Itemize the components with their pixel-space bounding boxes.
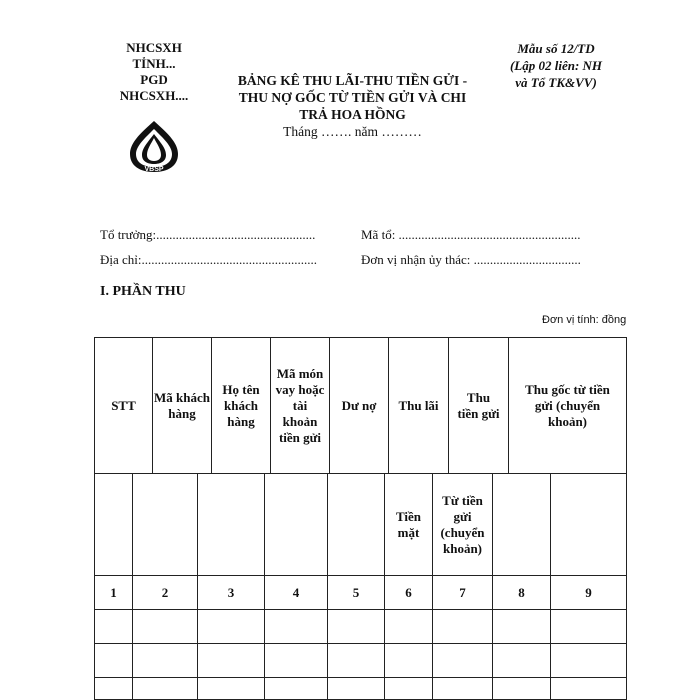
header-thu-lai: Thu lãi xyxy=(388,337,449,474)
org-line: NHCSXH.... xyxy=(119,88,189,103)
header-stt: STT xyxy=(94,337,153,474)
field-don-vi-nhan: Đơn vị nhận ủy thác: ................................. xyxy=(361,252,581,267)
org-line: PGD xyxy=(140,72,168,87)
subheader-empty xyxy=(132,473,198,576)
field-dia-chi: Địa chỉ:...................................................... xyxy=(100,252,318,267)
column-number: 1 xyxy=(94,575,133,610)
subheader-empty xyxy=(492,473,551,576)
subheader-empty xyxy=(550,473,627,576)
table-cell xyxy=(384,677,433,700)
table-cell xyxy=(492,609,551,644)
column-number: 2 xyxy=(132,575,198,610)
table-cell xyxy=(132,677,198,700)
table-cell xyxy=(492,677,551,700)
vbsp-logo xyxy=(126,118,182,174)
column-number: 7 xyxy=(432,575,493,610)
column-number: 3 xyxy=(197,575,265,610)
table-cell xyxy=(132,609,198,644)
subheader-tu-tien-gui: Từ tiền gửi (chuyển khoản) xyxy=(432,473,493,576)
subheader-empty xyxy=(197,473,265,576)
section-title: I. PHẦN THU xyxy=(100,284,186,299)
table-cell xyxy=(550,677,627,700)
table-cell xyxy=(94,609,133,644)
title-line: THU NỢ GỐC TỪ TIỀN GỬI VÀ CHI xyxy=(238,90,467,105)
table-cell xyxy=(384,643,433,678)
unit-note: Đơn vị tính: đồng xyxy=(542,314,627,326)
column-number: 4 xyxy=(264,575,328,610)
title-line: TRẢ HOA HỒNG xyxy=(299,107,406,122)
column-number: 6 xyxy=(384,575,433,610)
form-code-line: (Lập 02 liên: NH xyxy=(509,58,603,73)
table-cell xyxy=(132,643,198,678)
header-ho-ten: Họ tên khách hàng xyxy=(211,337,271,474)
header-ma-mon-vay: Mã món vay hoặc tài khoản tiền gửi xyxy=(270,337,330,474)
subheader-empty xyxy=(327,473,385,576)
logo-text: VBSP xyxy=(144,166,164,173)
field-to-truong: Tổ trưởng:................................................. xyxy=(100,227,316,242)
table-cell xyxy=(432,643,493,678)
table-cell xyxy=(384,609,433,644)
month-line: Tháng ……. năm ……… xyxy=(283,124,422,139)
table-cell xyxy=(94,643,133,678)
table-cell xyxy=(197,677,265,700)
column-number: 8 xyxy=(492,575,551,610)
table-cell xyxy=(327,677,385,700)
table-cell xyxy=(197,609,265,644)
form-code xyxy=(492,40,620,91)
table-cell xyxy=(264,643,328,678)
table-cell xyxy=(550,643,627,678)
table-cell xyxy=(327,609,385,644)
header-ma-khach-hang: Mã khách hàng xyxy=(152,337,212,474)
header-du-no: Dư nợ xyxy=(329,337,389,474)
column-number: 9 xyxy=(550,575,627,610)
header-thu-tien-gui: Thu tiền gửi xyxy=(448,337,509,474)
title-line: BẢNG KÊ THU LÃI-THU TIỀN GỬI - xyxy=(237,73,468,88)
column-number: 5 xyxy=(327,575,385,610)
table-cell xyxy=(94,677,133,700)
table-cell xyxy=(492,643,551,678)
subheader-tien-mat: Tiền mặt xyxy=(384,473,433,576)
table-cell xyxy=(550,609,627,644)
document-title xyxy=(215,72,490,140)
table-cell xyxy=(264,609,328,644)
table-cell xyxy=(432,677,493,700)
header-thu-goc: Thu gốc từ tiền gửi (chuyển khoản) xyxy=(508,337,627,474)
org-header xyxy=(95,40,213,104)
field-ma-to: Mã tổ: ........................................................ xyxy=(361,227,581,242)
subheader-empty xyxy=(94,473,133,576)
table-cell xyxy=(327,643,385,678)
form-code-line: và Tổ TK&VV) xyxy=(515,75,597,90)
org-line: NHCSXH xyxy=(126,40,182,55)
table-cell xyxy=(197,643,265,678)
subheader-empty xyxy=(264,473,328,576)
form-code-line: Mẫu số 12/TD xyxy=(517,41,595,56)
org-line: TỈNH... xyxy=(132,56,176,71)
table-cell xyxy=(264,677,328,700)
table-cell xyxy=(432,609,493,644)
